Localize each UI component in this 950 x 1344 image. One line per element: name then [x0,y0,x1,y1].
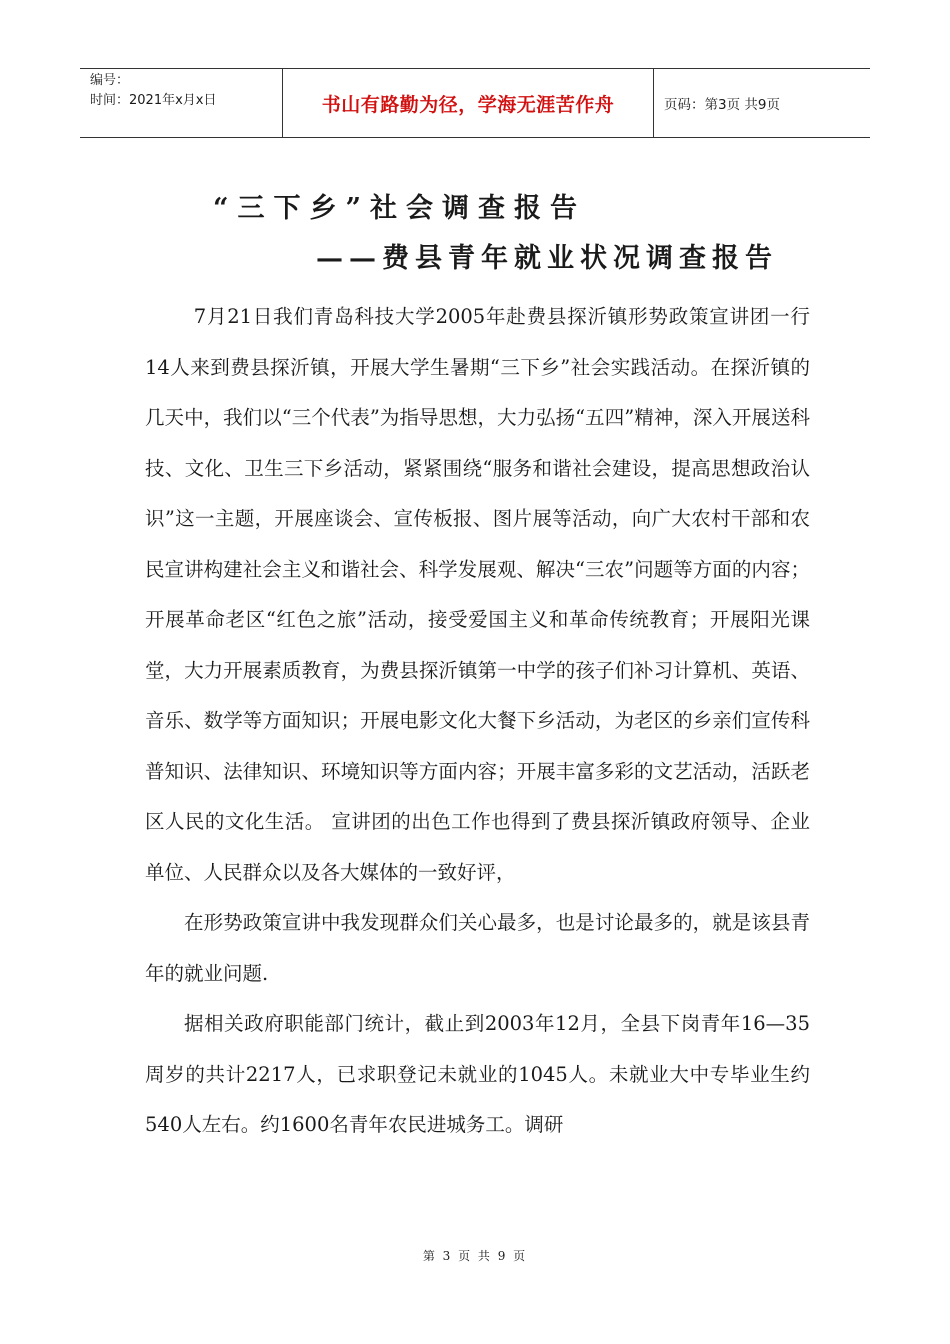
header-motto: 书山有路勤为径，学海无涯苦作舟 [282,69,654,137]
document-date-label: 时间：2021年x月x日 [90,93,217,108]
header-meta [80,69,282,137]
paragraph-intro: 7月21日我们青岛科技大学2005年赴费县探沂镇形势政策宣讲团一行14人来到费县探沂镇，开展大学生暑期“三下乡”社会实践活动。在探沂镇的几天中，我们以“三个代表”为指导思想，大力弘扬“五四”精神，深入开展送科技、文化、卫生三下乡活动，紧紧围绕“服务和谐社会建设，提高思想政治认识”这一主题，开展座谈会、宣传板报、图片展等活动，向广大农村干部和农民宣讲构建社会主义和谐社会、科学发展观、解决“三农”问题等方面的内容；开展革命老区“红色之旅”活动，接受爱国主义和革命传统教育；开展阳光课堂，大力开展素质教育，为费县探沂镇第一中学的孩子们补习计算机、英语、音乐、数学等方面知识；开展电影文化大餐下乡活动，为老区的乡亲们宣传科普知识、法律知识、环境知识等方面内容；开展丰富多彩的文艺活动，活跃老区人民的文化生活。 宣讲团的出色工作也得到了费县探沂镇政府领导、企业单位、人民群众以及各大媒体的一致好评， [145,305,810,884]
page-footer: 第 3 页 共 9 页 [422,1249,528,1263]
paragraph-employment-issue: 在形势政策宣讲中我发现群众们关心最多，也是讨论最多的，就是该县青年的就业问题. [145,911,810,985]
document-body [145,292,810,1151]
document-title: “三下乡”社会调查报告 [213,193,587,224]
paragraph-statistics: 据相关政府职能部门统计，截止到2003年12月，全县下岗青年16—35周岁的共计2217人，已求职登记未就业的1045人。未就业大中专毕业生约540人左右。约1600名青年农民进城务工。调研 [145,1012,810,1136]
document-subtitle: ——费县青年就业状况调查报告 [316,243,778,274]
header-table [80,68,870,138]
header-page-code: 页码：第3页 共9页 [664,97,780,113]
document-number-label: 编号： [90,73,130,88]
